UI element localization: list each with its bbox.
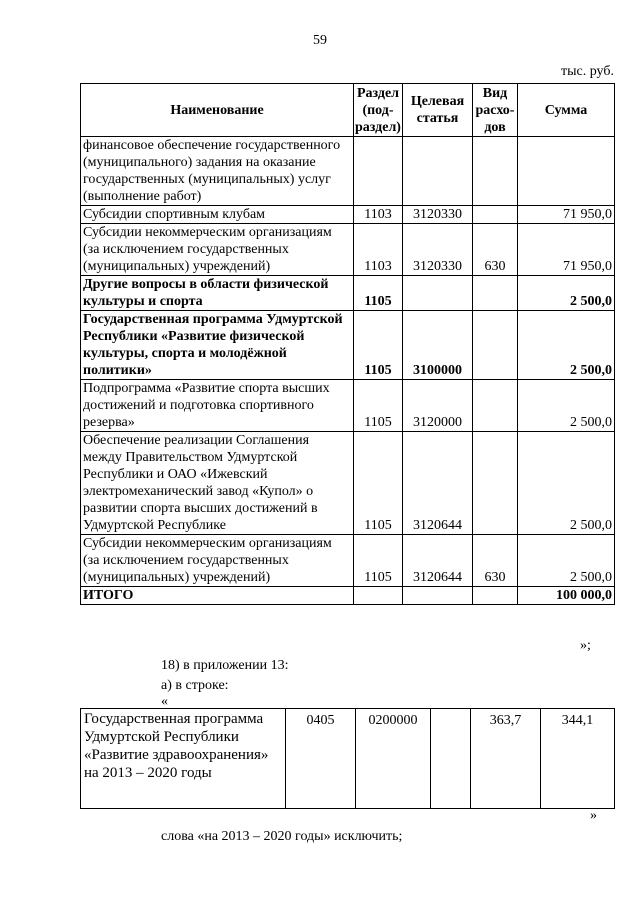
row-target: 3120644	[403, 535, 473, 587]
table-row	[81, 206, 615, 224]
amend-sum2: 344,1	[541, 709, 615, 809]
row-name: Обеспечение реализации Соглашения между Правительством Удмуртской Республики и ОАО «Ижевский электромеханический завод «Купол» о развитии спорта высших достижений в Удмуртской Республике	[81, 432, 354, 535]
table-row	[81, 380, 615, 432]
item-a-text: а) в строке:	[161, 678, 229, 693]
row-type	[473, 587, 518, 605]
row-section: 1105	[354, 535, 403, 587]
row-sum: 71 950,0	[518, 224, 615, 276]
header-type	[473, 84, 518, 137]
row-name: финансовое обеспечение государственного (муниципального) задания на оказание государственных (муниципальных) услуг (выполнение работ)	[81, 137, 354, 206]
row-type	[473, 380, 518, 432]
row-name: Подпрограмма «Развитие спорта высших достижений и подготовка спортивного резерва»	[81, 380, 354, 432]
row-target	[403, 587, 473, 605]
total-label: ИТОГО	[81, 587, 354, 605]
header-target-line2: статья	[416, 111, 459, 126]
row-type: 630	[473, 535, 518, 587]
row-target: 3120644	[403, 432, 473, 535]
row-target: 3120330	[403, 224, 473, 276]
table-row	[81, 224, 615, 276]
row-type	[473, 137, 518, 206]
table-row	[81, 535, 615, 587]
amend-section: 0405	[286, 709, 356, 809]
page-number: 59	[313, 33, 327, 48]
closing-quote: »;	[580, 638, 591, 653]
amend-sum1: 363,7	[471, 709, 541, 809]
header-type-line1: Вид	[482, 85, 508, 101]
row-type	[473, 276, 518, 311]
instruction-text: слова «на 2013 – 2020 годы» исключить;	[161, 829, 403, 844]
amend-name: Государственная программа Удмуртской Республики «Развитие здравоохранения» на 2013 – 2020 годы	[81, 709, 286, 809]
row-sum: 2 500,0	[518, 311, 615, 380]
row-target	[403, 276, 473, 311]
amend-target: 0200000	[356, 709, 431, 809]
header-type-line3: дов	[484, 119, 506, 135]
header-target-line1: Целевая	[410, 94, 465, 109]
row-sum: 2 500,0	[518, 535, 615, 587]
row-target: 3120330	[403, 206, 473, 224]
row-section	[354, 587, 403, 605]
row-target	[403, 137, 473, 206]
row-type	[473, 311, 518, 380]
header-section-line1: Раздел	[356, 85, 400, 101]
row-section: 1105	[354, 432, 403, 535]
open-quote: «	[161, 694, 168, 709]
units-label: тыс. руб.	[561, 64, 614, 79]
header-section-line3: раздел)	[355, 119, 401, 135]
row-name: Другие вопросы в области физической культуры и спорта	[81, 276, 354, 311]
row-name: Субсидии некоммерческим организациям (за исключением государственных (муниципальных) учреждений)	[81, 224, 354, 276]
total-row	[81, 587, 615, 605]
row-type	[473, 432, 518, 535]
row-section: 1105	[354, 380, 403, 432]
total-sum: 100 000,0	[518, 587, 615, 605]
row-sum: 2 500,0	[518, 380, 615, 432]
table-header-row	[81, 84, 615, 137]
header-section-line2: (под-	[362, 102, 394, 118]
row-type: 630	[473, 224, 518, 276]
item-18-text: 18) в приложении 13:	[161, 658, 289, 673]
row-sum	[518, 137, 615, 206]
row-section: 1103	[354, 206, 403, 224]
header-sum: Сумма	[518, 84, 615, 137]
amendment-table	[80, 708, 615, 809]
row-name: Субсидии спортивным клубам	[81, 206, 354, 224]
amendment-row	[81, 709, 615, 809]
table-row	[81, 137, 615, 206]
row-name: Государственная программа Удмуртской Республики «Развитие физической культуры, спорта и молодёжной политики»	[81, 311, 354, 380]
row-sum: 2 500,0	[518, 432, 615, 535]
table-row	[81, 276, 615, 311]
table-row	[81, 432, 615, 535]
expenditure-table	[80, 83, 615, 605]
header-name: Наименование	[81, 84, 354, 137]
row-section: 1105	[354, 311, 403, 380]
header-target	[403, 84, 473, 137]
row-target: 3100000	[403, 311, 473, 380]
row-target: 3120000	[403, 380, 473, 432]
row-section: 1105	[354, 276, 403, 311]
row-sum: 71 950,0	[518, 206, 615, 224]
row-type	[473, 206, 518, 224]
amend-type	[431, 709, 471, 809]
table-row	[81, 311, 615, 380]
row-sum: 2 500,0	[518, 276, 615, 311]
row-section	[354, 137, 403, 206]
close-quote: »	[590, 808, 597, 823]
row-section: 1103	[354, 224, 403, 276]
row-name: Субсидии некоммерческим организациям (за исключением государственных (муниципальных) учреждений)	[81, 535, 354, 587]
header-section	[354, 84, 403, 137]
header-type-line2: расхо-	[475, 102, 515, 118]
